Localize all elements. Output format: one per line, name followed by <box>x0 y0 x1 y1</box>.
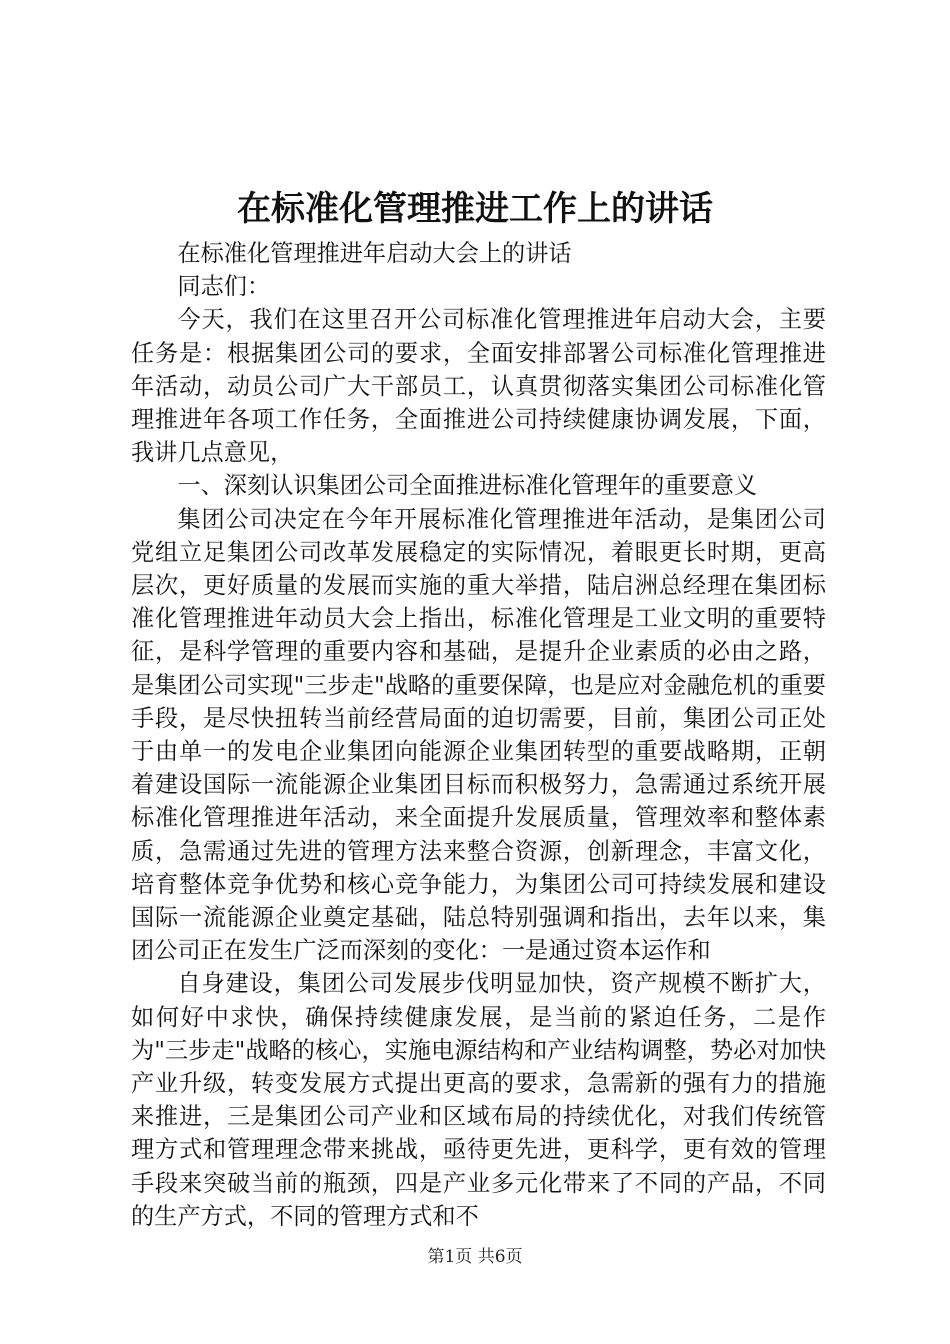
body-paragraph: 今天，我们在这里召开公司标准化管理推进年启动大会，主要任务是：根据集团公司的要求，全面安排部署公司标准化管理推进年活动，动员公司广大干部员工，认真贯彻落实集团公司标准化管理推进年各项工作任务，全面推进公司持续健康协调发展，下面，我讲几点意见， <box>131 306 826 467</box>
section-heading: 一、深刻认识集团公司全面推进标准化管理年的重要意义 <box>177 472 758 500</box>
page-number-footer: 第1页 共6页 <box>427 1247 523 1267</box>
document-body <box>131 237 826 1233</box>
body-paragraph: 集团公司决定在今年开展标准化管理推进年活动，是集团公司党组立足集团公司改革发展稳定的实际情况，着眼更长时期，更高层次，更好质量的发展而实施的重大举措，陆启洲总经理在集团标准化管理推进年动员大会上指出，标准化管理是工业文明的重要特征，是科学管理的重要内容和基础，是提升企业素质的必由之路，是集团公司实现"三步走"战略的重要保障，也是应对金融危机的重要手段，是尽快扭转当前经营局面的迫切需要，目前，集团公司正处于由单一的发电企业集团向能源企业集团转型的重要战略期，正朝着建设国际一流能源企业集团目标而积极努力，急需通过系统开展标准化管理推进年活动，来全面提升发展质量，管理效率和整体素质，急需通过先进的管理方法来整合资源，创新理念，丰富文化，培育整体竞争优势和核心竞争能力，为集团公司可持续发展和建设国际一流能源企业奠定基础，陆总特别强调和指出，去年以来，集团公司正在发生广泛而深刻的变化：一是通过资本运作和 <box>131 505 826 965</box>
salutation-paragraph: 同志们： <box>177 273 271 301</box>
body-paragraph: 自身建设，集团公司发展步伐明显加快，资产规模不断扩大，如何好中求快，确保持续健康发展，是当前的紧迫任务，二是作为"三步走"战略的核心，实施电源结构和产业结构调整，势必对加快产业升级，转变发展方式提出更高的要求，急需新的强有力的措施来推进，三是集团公司产业和区域布局的持续优化，对我们传统管理方式和管理理念带来挑战，亟待更先进，更科学，更有效的管理手段来突破当前的瓶颈，四是产业多元化带来了不同的产品，不同的生产方式，不同的管理方式和不 <box>131 970 826 1230</box>
document-title: 在标准化管理推进工作上的讲话 <box>237 189 713 229</box>
subtitle-paragraph: 在标准化管理推进年启动大会上的讲话 <box>177 240 572 267</box>
